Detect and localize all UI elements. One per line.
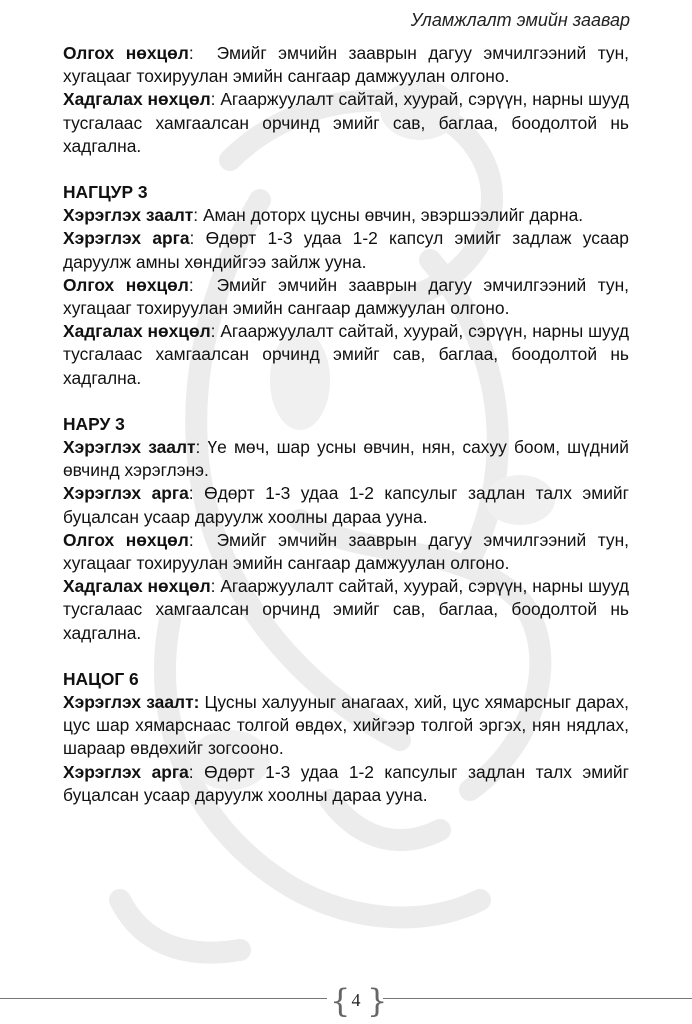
instruction-paragraph [63, 575, 634, 645]
field-separator: : [210, 576, 216, 597]
field-text: Эмийг эмчийн зааврын дагуу эмчилгээний тун, хугацааг тохируулан эмийн сангаар дамжуулан олгоно. [63, 529, 634, 574]
field-label: Хэрэглэх заалт: [63, 692, 200, 713]
instruction-paragraph [63, 42, 634, 88]
field-separator: : [188, 529, 194, 550]
field-label: Хэрэглэх заалт [63, 437, 196, 458]
field-text: Агааржуулалт сайтай, хуурай, сэрүүн, нарны шууд тусгалаас хамгаалсан орчинд эмийг сав, баглаа, боодолтой нь хадгална. [63, 576, 634, 643]
instruction-paragraph [63, 227, 634, 273]
field-text: Өдөрт 1-3 удаа 1-2 капсулыг задлан талх эмийг буцалсан усаар даруулж хоолны дараа ууна. [63, 483, 634, 527]
field-text: Өдөрт 1-3 удаа 1-2 капсул эмийг задлаж усаар даруулж амны хөндийгээ зайлж ууна. [63, 228, 634, 272]
footer-rule-right [383, 998, 692, 999]
field-separator: : [189, 228, 195, 249]
instruction-paragraph [63, 691, 634, 761]
page-number-brace-right: } [367, 982, 388, 1020]
section-spacer [63, 158, 629, 181]
instruction-paragraph [63, 482, 634, 528]
section-title: НАЦОГ 6 [63, 668, 139, 689]
instruction-paragraph [63, 320, 634, 390]
page-number: 4 [351, 990, 361, 1010]
instruction-paragraph [63, 529, 634, 575]
field-separator: : [195, 437, 201, 458]
field-label: Хэрэглэх арга [63, 483, 189, 504]
document-body [63, 42, 634, 807]
field-separator: : [210, 321, 216, 342]
field-label: Хадгалах нөхцөл [63, 321, 211, 342]
field-separator: : [210, 89, 216, 110]
instruction-paragraph [63, 274, 634, 320]
field-text: Эмийг эмчийн зааврын дагуу эмчилгээний тун, хугацааг тохируулан эмийн сангаар дамжуулан олгоно. [63, 274, 634, 319]
field-separator: : [188, 43, 194, 63]
page-number-brace-left: { [330, 982, 351, 1020]
field-text: Агааржуулалт сайтай, хуурай, сэрүүн, нарны шууд тусгалаас хамгаалсан орчинд эмийг сав, баглаа, боодолтой нь хадгална. [63, 321, 634, 388]
field-separator: : [188, 274, 194, 295]
field-label: Хэрэглэх арга [63, 761, 189, 782]
field-label: Олгох нөхцөл [63, 43, 189, 63]
field-label: Олгох нөхцөл [63, 274, 189, 295]
field-label: Хадгалах нөхцөл [63, 89, 211, 110]
field-text: Аман доторх цусны өвчин, эвэршээлийг дарна. [198, 205, 584, 226]
field-text: Үе мөч, шар усны өвчин, нян, сахуу боом, шүдний өвчинд хэрэглэнэ. [63, 437, 634, 481]
section-spacer [63, 390, 629, 413]
field-separator: : [193, 205, 199, 226]
field-label: Хадгалах нөхцөл [63, 576, 211, 597]
field-separator: : [188, 483, 194, 504]
field-label: Олгох нөхцөл [63, 529, 189, 550]
footer-rule-left [0, 998, 327, 999]
field-separator: : [188, 761, 194, 782]
section-title: НАРУ 3 [63, 413, 125, 434]
section-spacer [63, 645, 629, 668]
field-label: Хэрэглэх арга [63, 228, 190, 249]
instruction-paragraph [63, 88, 634, 158]
field-text: Өдөрт 1-3 удаа 1-2 капсулыг задлан талх эмийг буцалсан усаар даруулж хоолны дараа ууна. [63, 761, 634, 805]
instruction-paragraph [63, 761, 634, 807]
field-label: Хэрэглэх заалт [63, 205, 194, 226]
field-text: Агааржуулалт сайтай, хуурай, сэрүүн, нарны шууд тусгалаас хамгаалсан орчинд эмийг сав, баглаа, боодолтой нь хадгална. [63, 89, 634, 156]
section-title: НАГЦУР 3 [63, 182, 148, 203]
instruction-paragraph [63, 204, 629, 227]
running-header: Уламжлалт эмийн заавар [410, 10, 630, 30]
instruction-paragraph [63, 436, 634, 482]
field-text: Цусны халууныг анагаах, хий, цус хямарсныг дарах, цус шар хямарснаас толгой өвдөх, хийгээр толгой эргэх, нян нядлах, шараар өвдөхийг зогсооно. [63, 692, 634, 759]
field-text: Эмийг эмчийн зааврын дагуу эмчилгээний тун, хугацааг тохируулан эмийн сангаар дамжуулан олгоно. [63, 43, 634, 87]
